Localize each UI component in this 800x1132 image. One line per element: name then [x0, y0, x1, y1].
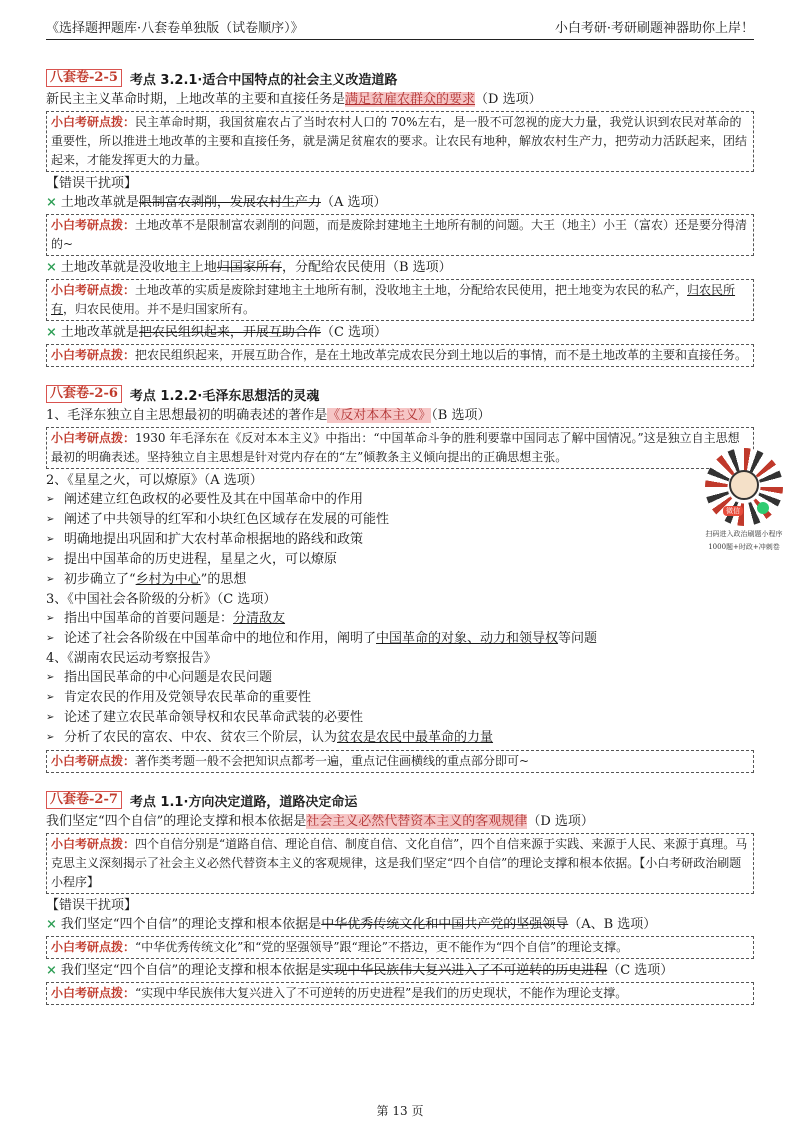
section-header — [46, 68, 754, 88]
list-item-text: 初步确立了“ — [64, 572, 136, 587]
list-item — [46, 688, 754, 708]
answer-option: （D 选项） — [527, 814, 594, 829]
arrow-icon: ➢ — [46, 692, 55, 703]
answer-highlight: 满足贫雇农群众的要求 — [345, 92, 476, 107]
list-item-text: 等问题 — [558, 631, 598, 646]
answer-highlight: 《反对本本主义》 — [327, 408, 432, 423]
list-item-text: 论述了社会各阶级在中国革命中的地位和作用，阐明了 — [64, 631, 377, 646]
arrow-icon: ➢ — [46, 514, 55, 525]
answer-text: 我们坚定“四个自信”的理论支撑和根本依据是 — [46, 814, 307, 829]
distractor-a — [46, 193, 754, 212]
arrow-icon: ➢ — [46, 494, 55, 505]
tip-label: 小白考研点拨： — [51, 115, 136, 129]
mini-program-qr-code[interactable] — [692, 448, 796, 552]
distractor-heading: 【错误干扰项】 — [46, 176, 138, 191]
arrow-icon: ➢ — [46, 712, 55, 723]
tip-label: 小白考研点拨： — [51, 431, 136, 445]
tip-text: 著作类考题一般不会把知识点都考一遍，重点记住画横线的重点部分即可~ — [135, 754, 530, 768]
distractor-text: 土地改革就是 — [60, 195, 139, 210]
qr-caption: 1000题+时政+冲刺卷 — [708, 543, 780, 551]
section-tag: 八套卷-2-6 — [46, 385, 122, 403]
tip-text: 把农民组织起来，开展互助合作，是在土地改革完成农民分到土地以后的事情，而不是土地改革的主要和直接任务。 — [135, 348, 748, 362]
tip-box — [46, 982, 754, 1005]
tip-text: 土地改革不是限制富农剥削的问题，而是废除封建地主土地所有制的问题。大王（地主）小王（富农）还是要分得清的~ — [51, 218, 748, 251]
wechat-badge: 微信 — [723, 506, 743, 516]
distractor-ab — [46, 915, 754, 934]
tip-box — [46, 936, 754, 959]
list-item-text: 指出中国革命的首要问题是： — [64, 611, 234, 626]
tip-text: 1930 年毛泽东在《反对本本主义》中指出：“中国革命斗争的胜利要靠中国同志了解中国情况。”这是独立自主思想最初的明确表述。坚持独立自主思想是针对党内存在的“左”倾教条主义倾向提出的正确思想主张。 — [51, 431, 740, 464]
distractor-text: 土地改革就是 — [60, 325, 139, 340]
distractor-c — [46, 961, 754, 980]
cross-icon: × — [46, 195, 57, 210]
answer-line — [46, 812, 754, 831]
green-dot-icon — [757, 502, 769, 514]
distractor-option: （A 选项） — [320, 195, 387, 210]
distractor-strike: 归国家所有 — [216, 260, 282, 275]
tip-box — [46, 344, 754, 367]
tip-label: 小白考研点拨： — [51, 283, 136, 297]
distractor-option: （A、B 选项） — [568, 917, 657, 932]
tip-text: “中华优秀传统文化”和“党的坚强领导”跟“理论”不搭边，更不能作为“四个自信”的理论支撑。 — [135, 940, 629, 954]
list-item — [46, 609, 754, 629]
answer-text: 新民主主义革命时期，上地改革的主要和直接任务是 — [46, 92, 346, 107]
distractor-option: （C 选项） — [607, 963, 674, 978]
mascot-icon — [729, 470, 759, 500]
list-item-text: 指出国民革命的中心问题是农民问题 — [64, 670, 273, 685]
list-item-underline: 中国革命的对象、动力和领导权 — [376, 631, 559, 646]
list-item — [46, 668, 754, 688]
arrow-icon: ➢ — [46, 554, 55, 565]
page-header — [46, 16, 754, 40]
answer-highlight: 社会主义必然代替资本主义的客观规律 — [306, 814, 528, 829]
list-item — [46, 708, 754, 728]
list-item-text: 肯定农民的作用及党领导农民革命的重要性 — [64, 690, 312, 705]
list-item — [46, 550, 754, 570]
tip-text: “实现中华民族伟大复兴进入了不可逆转的历史进程”是我们的历史现状，不能作为理论支撑。 — [135, 986, 628, 1000]
qr-caption: 扫码进入政治刷题小程序 — [705, 530, 783, 538]
section-2-6 — [46, 384, 754, 773]
tip-label: 小白考研点拨： — [51, 348, 136, 362]
list-item — [46, 530, 754, 550]
list-item — [46, 728, 754, 748]
distractor-b — [46, 258, 754, 277]
distractor-strike: 实现中华民族伟大复兴进入了不可逆转的历史进程 — [321, 963, 608, 978]
list-item — [46, 510, 754, 530]
tip-box — [46, 214, 754, 256]
distractor-option: ，分配给农民使用（B 选项） — [281, 260, 452, 275]
section-tag: 八套卷-2-5 — [46, 69, 122, 87]
answer-text: 1、毛泽东独立自主思想最初的明确表述的著作是 — [46, 408, 328, 423]
tip-box — [46, 111, 754, 172]
section-title: 考点 1.1·方向决定道路，道路决定命运 — [129, 794, 358, 810]
header-left-title: 《选择题押题库·八套卷单独版（试卷顺序）》 — [46, 21, 304, 36]
arrow-icon: ➢ — [46, 613, 55, 624]
qr-code-icon — [705, 448, 783, 526]
tip-label: 小白考研点拨： — [51, 837, 136, 851]
answer-option: （D 选项） — [475, 92, 542, 107]
bullet-list — [46, 490, 754, 590]
list-item-text: 明确地提出巩固和扩大农村革命根据地的路线和政策 — [64, 532, 364, 547]
distractor-text: 我们坚定“四个自信”的理论支撑和根本依据是 — [60, 963, 322, 978]
list-item-text: 分析了农民的富农、中农、贫农三个阶层，认为 — [64, 730, 338, 745]
cross-icon: × — [46, 260, 57, 275]
distractor-c — [46, 323, 754, 342]
tip-label: 小白考研点拨： — [51, 940, 136, 954]
tip-box — [46, 750, 754, 773]
arrow-icon: ➢ — [46, 534, 55, 545]
cross-icon: × — [46, 325, 57, 340]
list-item-text: ”的思想 — [200, 572, 247, 587]
tip-underline: 归农民所有 — [51, 283, 736, 316]
section-tag: 八套卷-2-7 — [46, 791, 122, 809]
list-item-text: 阐述了中共领导的红军和小块红色区域存在发展的可能性 — [64, 512, 390, 527]
tip-box — [46, 279, 754, 321]
distractor-strike: 把农民组织起来，开展互助合作 — [138, 325, 321, 340]
distractor-text: 我们坚定“四个自信”的理论支撑和根本依据是 — [60, 917, 322, 932]
list-item — [46, 570, 754, 590]
answer-line — [46, 406, 754, 425]
work-heading: 3、《中国社会各阶级的分析》（C 选项） — [46, 592, 277, 607]
tip-label: 小白考研点拨： — [51, 218, 136, 232]
list-item-text: 阐述建立红色政权的必要性及其在中国革命中的作用 — [64, 492, 364, 507]
page-number: 第 13 页 — [376, 1104, 424, 1118]
bullet-list — [46, 668, 754, 748]
distractor-text: 土地改革就是没收地主上地 — [60, 260, 217, 275]
header-right-slogan: 小白考研·考研刷题神器助你上岸！ — [554, 21, 754, 36]
cross-icon: × — [46, 963, 57, 978]
cross-icon: × — [46, 917, 57, 932]
tip-box — [46, 833, 754, 894]
tip-text: 民主革命时期，我国贫雇农占了当时农村人口的 70%左右，是一股不可忽视的庞大力量，我党认识到农民对革命的重要性，所以推进土地改革的主要和直接任务，就是满足贫雇农的要求。让农民有地种，解放农村生产力，把劳动力活跃起来，团结起来，才能发挥更大的力量。 — [51, 115, 748, 167]
work-heading: 4、《湖南农民运动考察报告》 — [46, 651, 217, 666]
list-item — [46, 490, 754, 510]
section-header — [46, 790, 754, 810]
main-content — [46, 68, 754, 1022]
section-2-7 — [46, 790, 754, 1005]
distractor-strike: 中华优秀传统文化和中国共产党的坚强领导 — [321, 917, 569, 932]
list-item-underline: 乡村为中心 — [135, 572, 201, 587]
tip-text: ，归农民使用。并不是归国家所有。 — [63, 302, 256, 316]
distractor-strike: 限制富农剥削，发展农村生产力 — [138, 195, 321, 210]
arrow-icon: ➢ — [46, 633, 55, 644]
section-title: 考点 1.2.2·毛泽东思想活的灵魂 — [129, 388, 320, 404]
arrow-icon: ➢ — [46, 732, 55, 743]
list-item — [46, 629, 754, 649]
tip-text: 四个自信分别是“道路自信、理论自信、制度自信、文化自信”，四个自信来源于实践、来源于人民、来源于真理。马克思主义深刻揭示了社会主义必然代替资本主义的客观规律，这是我们坚定“四个自信”的理论支撑和根本依据。【小白考研政治刷题小程序】 — [51, 837, 748, 889]
list-item-underline: 贫农是农民中最革命的力量 — [337, 730, 494, 745]
section-header — [46, 384, 754, 404]
tip-text: 土地改革的实质是废除封建地主土地所有制，没收地主土地，分配给农民使用，把土地变为农民的私产， — [135, 283, 688, 297]
answer-option: （B 选项） — [431, 408, 491, 423]
list-item-underline: 分清敌友 — [233, 611, 286, 626]
list-item-text: 提出中国革命的历史进程，星星之火，可以燎原 — [64, 552, 338, 567]
distractor-heading: 【错误干扰项】 — [46, 898, 138, 913]
section-title: 考点 3.2.1·适合中国特点的社会主义改造道路 — [129, 72, 398, 88]
bullet-list — [46, 609, 754, 649]
list-item-text: 论述了建立农民革命领导权和农民革命武装的必要性 — [64, 710, 364, 725]
tip-label: 小白考研点拨： — [51, 986, 136, 1000]
answer-line — [46, 90, 754, 109]
arrow-icon: ➢ — [46, 672, 55, 683]
arrow-icon: ➢ — [46, 574, 55, 585]
tip-box — [46, 427, 754, 469]
section-2-5 — [46, 68, 754, 367]
tip-label: 小白考研点拨： — [51, 754, 136, 768]
distractor-option: （C 选项） — [320, 325, 388, 340]
work-heading: 2、《星星之火，可以燎原》（A 选项） — [46, 473, 263, 488]
